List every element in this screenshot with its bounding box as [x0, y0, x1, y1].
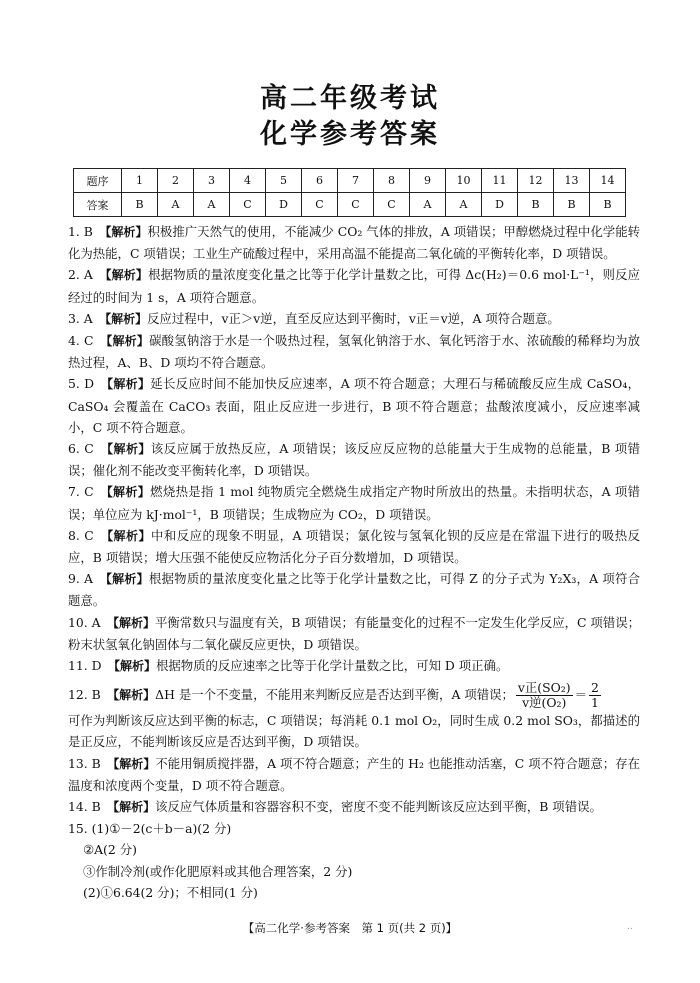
answer-text: 该反应属于放热反应，A 项错误；该反应反应物的总能量大于生成物的总能量，B 项错误；催化剂不能改变平衡转化率，D 项错误。: [68, 441, 641, 479]
answer-table-row-label: 题序: [74, 169, 122, 193]
answer-lead: 13. B: [68, 755, 101, 771]
answer-table-number-cell: 1: [122, 169, 158, 193]
answer-lead: 4. C: [68, 333, 94, 349]
answer-table-number-cell: 10: [446, 169, 482, 193]
answer-text: 不能用铜质搅拌器，A 项不符合题意；产生的 H₂ 也能推动活塞，C 项不符合题意；存在温度和浓度两个变量，D 项不符合题意。: [68, 755, 640, 793]
answers-body: [68, 221, 640, 903]
answer-text: 延长反应时间不能加快反应速率，A 项不符合题意；大理石与稀硫酸反应生成 CaSO₄，CaSO₄ 会覆盖在 CaCO₃ 表面，阻止反应进一步进行，B 项不符合题意；盐酸浓度减小，反应速率减小，C 项不符合题意。: [68, 376, 641, 435]
ratio-fraction-denominator: 1: [590, 695, 599, 711]
analysis-tag: 【解析】: [105, 311, 148, 326]
answer-table-number-cell: 2: [158, 169, 194, 193]
equals-sign: ＝: [574, 687, 587, 703]
answer-table-answer-cell: C: [230, 193, 266, 217]
answer-text: 该反应气体质量和容器容积不变，密度不变不能判断该反应达到平衡，B 项错误。: [155, 799, 602, 815]
answer-text: 可作为判断该反应达到平衡的标志，C 项错误；每消耗 0.1 mol O₂，同时生成 0.2 mol SO₃，都描述的是正反应，不能判断该反应是否达到平衡，D 项错误。: [68, 713, 640, 750]
answer-table-number-cell: 13: [554, 169, 590, 193]
page-title: 高二年级考试: [260, 83, 440, 114]
answer-item-2: [68, 264, 640, 307]
analysis-tag: 【解析】: [107, 528, 151, 543]
page-footer: 【高二化学·参考答案 第 1 页(共 2 页)】: [242, 921, 458, 935]
answer-item-11: [68, 655, 640, 677]
answer-table-number-cell: 6: [302, 169, 338, 193]
answer-table-number-cell: 4: [230, 169, 266, 193]
rate-fraction-denominator: v逆(O₂): [522, 695, 567, 711]
analysis-tag: 【解析】: [106, 334, 150, 349]
answer-text: ΔH 是一个不变量，不能用来判断反应是否达到平衡，A 项错误；: [155, 687, 514, 703]
answer-table-number-cell: 5: [266, 169, 302, 193]
answer-table-answer-cell: A: [446, 193, 482, 217]
rate-fraction: [516, 681, 573, 710]
answer-table-answer-cell: B: [590, 193, 626, 217]
answer-text: 平衡常数只与温度有关，B 项错误；有能量变化的过程不一定发生化学反应，C 项错误；粉末状氢氧化钠固体与二氧化碳反应更快，D 项错误。: [68, 614, 640, 652]
answer-table-answer-cell: B: [122, 193, 158, 217]
answer-item-15: 15. (1)①－2(c＋b－a)(2 分): [68, 821, 232, 837]
answer-text: 反应过程中，v正＞v逆，直至反应达到平衡时，v正＝v逆，A 项符合题意。: [147, 310, 560, 326]
answer-table-number-cell: 9: [410, 169, 446, 193]
answer-item-6: [68, 438, 640, 481]
answer-lead: 1. B: [68, 224, 93, 239]
answer-item-13: [68, 753, 640, 796]
rate-fraction-numerator: v正(SO₂): [517, 680, 571, 696]
analysis-tag: 【解析】: [113, 659, 156, 674]
answer-15-sub-3: ③作制冷剂(或作化肥原料或其他合理答案，2 分): [83, 863, 353, 879]
analysis-tag: 【解析】: [105, 268, 149, 283]
answer-lead: 12. B: [68, 687, 101, 703]
answer-table-answer-cell: B: [518, 193, 554, 217]
answer-table-answer-cell: C: [302, 193, 338, 217]
answer-table-answer-cell: D: [266, 193, 302, 217]
corner-mark: ..: [627, 922, 633, 932]
answer-table-number-cell: 8: [374, 169, 410, 193]
answer-text: 积极推广天然气的使用，不能减少 CO₂ 气体的排放，A 项错误；甲醇燃烧过程中化学能转化为热能，C 项错误；工业生产硫酸过程中，采用高温不能提高二氧化硫的平衡转化率，D 项错误。: [68, 224, 640, 262]
ratio-fraction: [589, 681, 601, 710]
answer-15-sub-4: (2)①6.64(2 分)；不相同(1 分): [83, 884, 258, 900]
answer-table-answer-cell: C: [338, 193, 374, 217]
answer-item-7: [68, 481, 640, 524]
answer-table-number-cell: 7: [338, 169, 374, 193]
answer-item-1: [68, 221, 640, 264]
answer-lead: 11. D: [68, 658, 102, 674]
analysis-tag: 【解析】: [105, 572, 149, 587]
ratio-fraction-numerator: 2: [590, 680, 599, 696]
answer-table-number-cell: 12: [518, 169, 554, 193]
answer-item-3: [68, 308, 640, 330]
answer-lead: 5. D: [68, 376, 95, 392]
answer-item-10: [68, 612, 640, 655]
analysis-tag: 【解析】: [106, 485, 151, 500]
answer-table-number-cell: 3: [194, 169, 230, 193]
answer-item-4: [68, 330, 640, 373]
answer-text: 根据物质的量浓度变化量之比等于化学计量数之比，可得 Z 的分子式为 Y₂X₃，A 项符合题意。: [68, 571, 640, 609]
analysis-tag: 【解析】: [107, 442, 151, 457]
page-subtitle: 化学参考答案: [260, 119, 440, 150]
answer-item-12: [68, 681, 640, 752]
answer-table-number-cell: 11: [482, 169, 518, 193]
answer-table: [73, 168, 626, 217]
answer-table-number-cell: 14: [590, 169, 626, 193]
analysis-tag: 【解析】: [107, 377, 151, 392]
answer-lead: 9. A: [68, 571, 93, 587]
answer-table-answer-cell: A: [158, 193, 194, 217]
answer-lead: 2. A: [68, 267, 93, 283]
answer-text: 中和反应的现象不明显，A 项错误；氯化铵与氢氧化钡的反应是在常温下进行的吸热反应，B 项错误；增大压强不能使反应物活化分子百分数增加，D 项错误。: [68, 527, 640, 566]
answer-lead: 10. A: [68, 614, 101, 630]
answer-table-answer-cell: B: [554, 193, 590, 217]
answer-item-14: [68, 796, 640, 818]
analysis-tag: 【解析】: [113, 800, 156, 815]
answer-lead: 8. C: [68, 527, 94, 543]
answer-lead: 14. B: [68, 799, 101, 815]
analysis-tag: 【解析】: [113, 615, 156, 630]
answer-table-answer-cell: C: [374, 193, 410, 217]
answer-item-8: [68, 525, 640, 568]
answer-text: 根据物质的反应速率之比等于化学计量数之比，可知 D 项正确。: [156, 658, 509, 674]
analysis-tag: 【解析】: [113, 688, 156, 703]
answer-item-9: [68, 568, 640, 611]
answer-text: 燃烧热是指 1 mol 纯物质完全燃烧生成指定产物时所放出的热量。未指明状态，A 项错误；单位应为 kJ·mol⁻¹，B 项错误；生成物应为 CO₂，D 项错误。: [68, 484, 640, 522]
answer-15-sub-2: ②A(2 分): [83, 842, 137, 858]
answer-table-answer-cell: D: [482, 193, 518, 217]
analysis-tag: 【解析】: [113, 756, 156, 771]
answer-table-number-row: [74, 169, 626, 193]
answer-table-answer-cell: A: [194, 193, 230, 217]
answer-lead: 3. A: [68, 310, 93, 326]
answer-table-answer-cell: A: [410, 193, 446, 217]
analysis-tag: 【解析】: [105, 225, 148, 239]
answer-table-answer-row: [74, 193, 626, 217]
answer-text: 根据物质的量浓度变化量之比等于化学计量数之比，可得 Δc(H₂)＝0.6 mol·L⁻¹，则反应经过的时间为 1 s，A 项符合题意。: [68, 267, 640, 305]
answer-table-row-label: 答案: [74, 193, 122, 217]
answer-lead: 7. C: [68, 484, 94, 500]
answer-lead: 6. C: [68, 441, 94, 457]
answer-text: 碳酸氢钠溶于水是一个吸热过程，氢氧化钠溶于水、氧化钙溶于水、浓硫酸的稀释均为放热过程，A、B、D 项均不符合题意。: [68, 333, 640, 371]
answer-item-5: [68, 373, 640, 438]
